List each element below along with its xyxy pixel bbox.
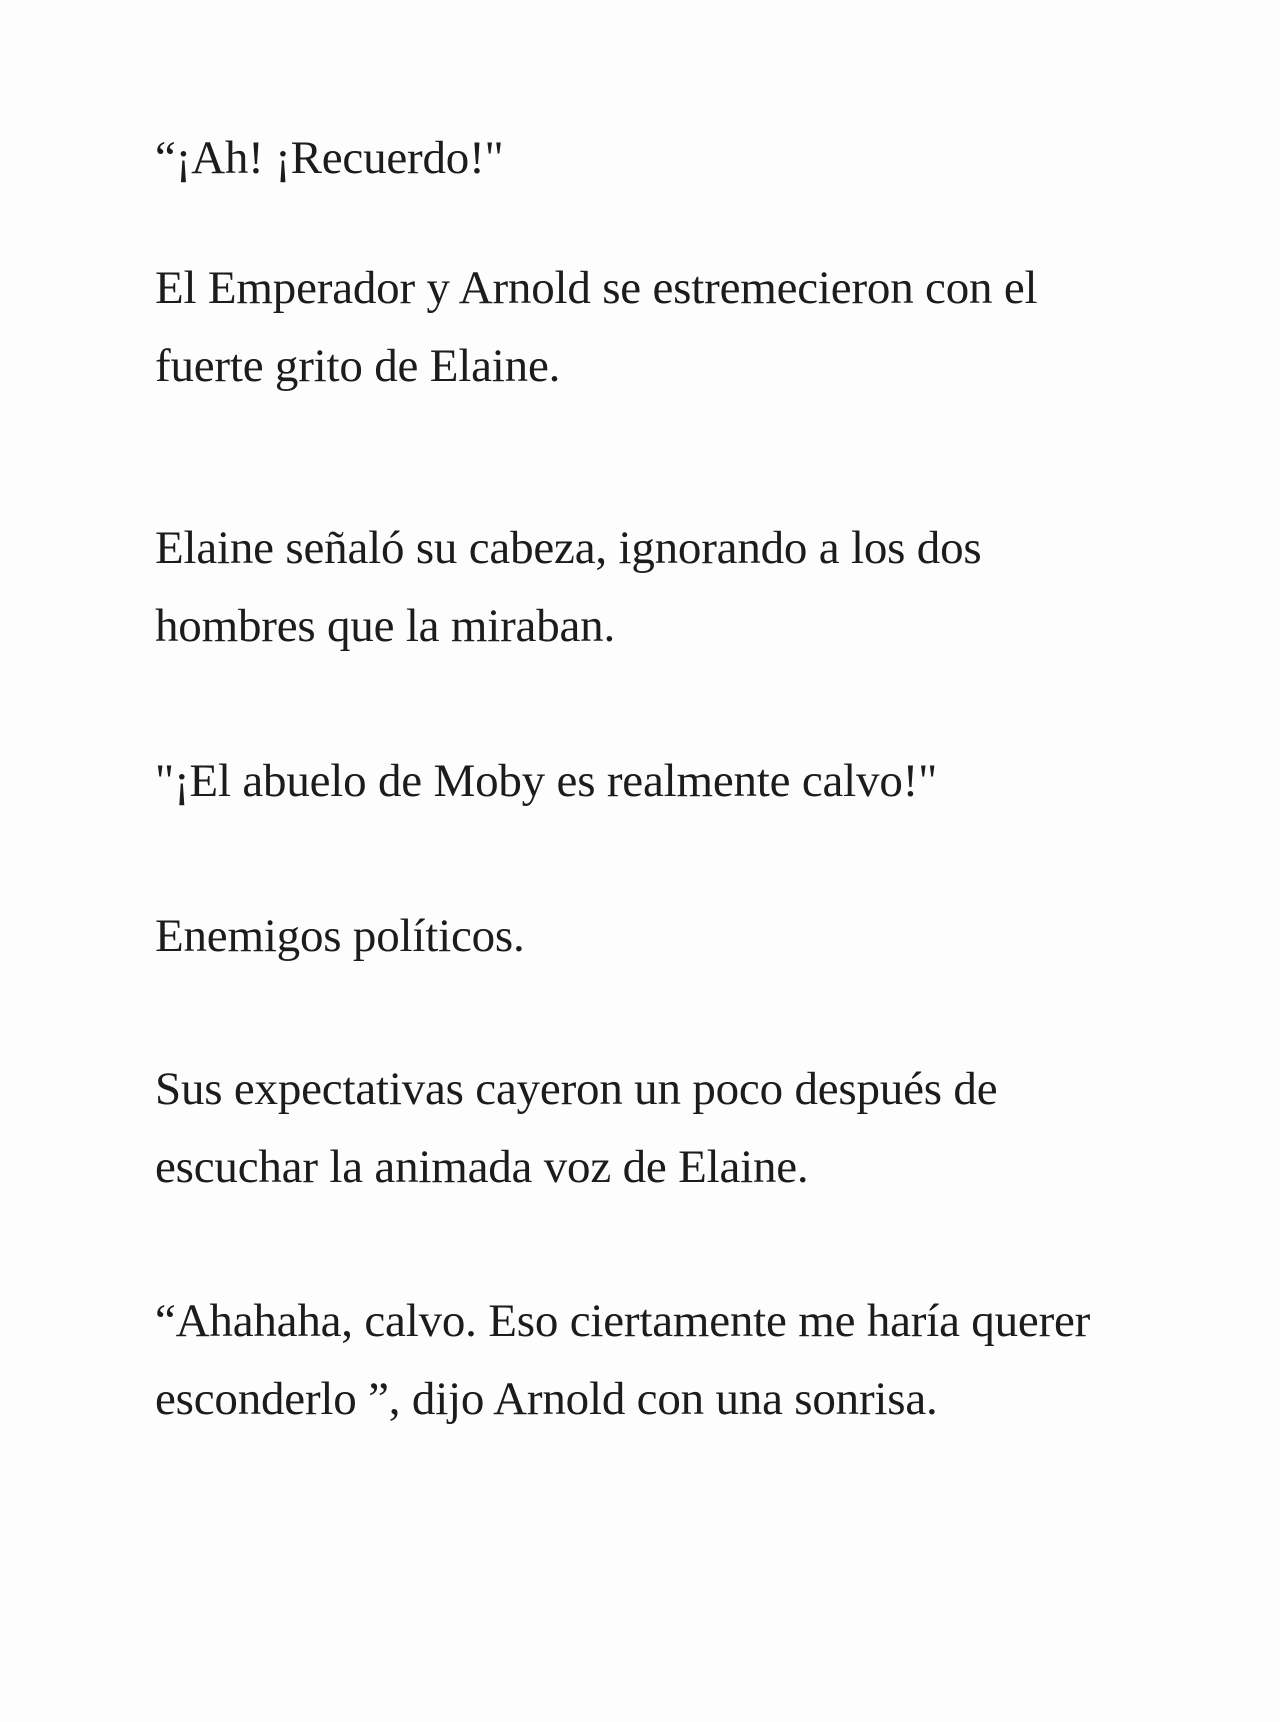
paragraph-line: hombres que la miraban.: [155, 600, 616, 652]
paragraph-line: "¡El abuelo de Moby es realmente calvo!": [155, 755, 938, 807]
paragraph-line: esconderlo ”, dijo Arnold con una sonrisa.: [155, 1373, 938, 1425]
paragraph-line: El Emperador y Arnold se estremecieron con el: [155, 262, 1038, 314]
paragraph-line: “¡Ah! ¡Recuerdo!": [155, 132, 504, 184]
paragraph-line: Enemigos políticos.: [155, 910, 525, 962]
paragraph-7: [155, 1282, 1155, 1438]
paragraph-3: [155, 509, 1155, 665]
paragraph-6: [155, 1050, 1155, 1206]
paragraph-4: [155, 742, 1155, 820]
paragraph-5: [155, 897, 1155, 975]
paragraph-1: [155, 119, 1155, 197]
paragraph-line: Sus expectativas cayeron un poco después de: [155, 1063, 998, 1115]
paragraph-line: fuerte grito de Elaine.: [155, 340, 561, 392]
paragraph-line: Elaine señaló su cabeza, ignorando a los dos: [155, 522, 982, 574]
paragraph-line: escuchar la animada voz de Elaine.: [155, 1141, 809, 1193]
paragraph-line: “Ahahaha, calvo. Eso ciertamente me haría querer: [155, 1295, 1091, 1347]
paragraph-2: [155, 249, 1155, 405]
